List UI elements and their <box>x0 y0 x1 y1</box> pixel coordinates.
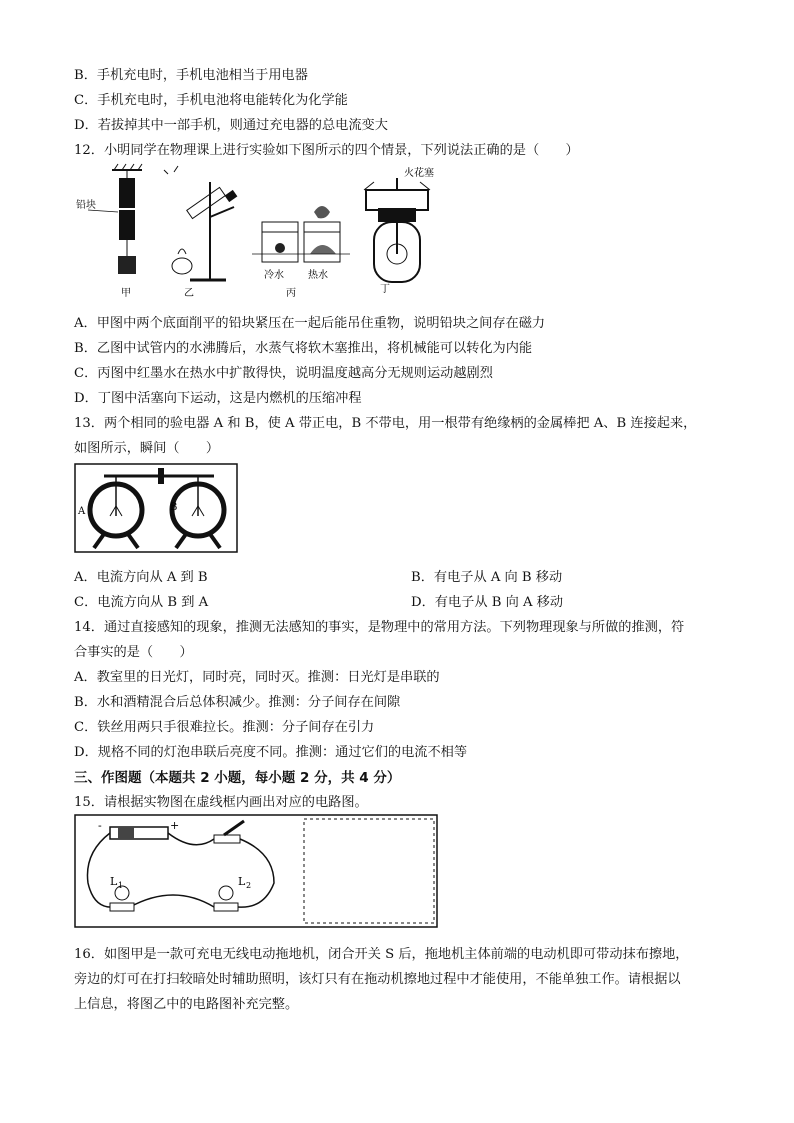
q12-figure <box>74 162 474 302</box>
lead-blocks-illustration <box>88 164 142 274</box>
q15-figure <box>74 813 440 931</box>
q14-option-a: A．教室里的日光灯，同时亮，同时灭。推测：日光灯是串联的 <box>74 670 440 685</box>
q16-line3: 上信息，将图乙中的电路图补充完整。 <box>74 997 299 1012</box>
switch-illustration <box>214 835 240 843</box>
q12-option-b: B．乙图中试管内的水沸腾后，水蒸气将软木塞推出，将机械能可以转化为内能 <box>74 341 533 356</box>
q13-stem-line1: 13．两个相同的验电器 A 和 B，使 A 带正电，B 不带电，用一根带有绝缘柄的金属棒把 A、B 连接起来， <box>74 416 697 431</box>
q13-figure <box>74 458 240 554</box>
label-ding: 丁 <box>380 284 390 295</box>
q12-stem: 12．小明同学在物理课上进行实验如下图所示的四个情景，下列说法正确的是（ ） <box>74 143 579 158</box>
q12-option-d: D．丁图中活塞向下运动，这是内燃机的压缩冲程 <box>74 391 362 406</box>
label-electroscope-a: A <box>78 506 86 517</box>
label-battery-minus: - <box>98 819 102 832</box>
q13-option-c: C．电流方向从 B 到 A <box>74 595 209 610</box>
q14-option-b: B．水和酒精混合后总体积减少。推测：分子间存在间隙 <box>74 695 401 710</box>
q14-option-c: C．铁丝用两只手很难拉长。推测：分子间存在引力 <box>74 720 375 735</box>
q12-option-c: C．丙图中红墨水在热水中扩散得快，说明温度越高分无规则运动越剧烈 <box>74 366 493 381</box>
label-yi: 乙 <box>184 288 194 299</box>
engine-cylinder-illustration <box>364 178 430 282</box>
label-jia: 甲 <box>121 288 131 299</box>
q16-line1: 16．如图甲是一款可充电无线电动拖地机，闭合开关 S 后，拖地机主体前端的电动机即可带动抹布擦地， <box>74 947 689 962</box>
q11-option-d: D．若拔掉其中一部手机，则通过充电器的总电流变大 <box>74 118 388 133</box>
q14-stem-line2: 合事实的是（ ） <box>74 645 193 660</box>
q14-stem-line1: 14．通过直接感知的现象，推测无法感知的事实，是物理中的常用方法。下列物理现象与所做的推测，符 <box>74 620 685 635</box>
q11-option-c: C．手机充电时，手机电池将电能转化为化学能 <box>74 93 348 108</box>
q13-option-d: D．有电子从 B 向 A 移动 <box>411 595 564 610</box>
beakers-illustration <box>252 206 350 262</box>
bulb-l2-illustration <box>214 886 238 911</box>
q14-option-d: D．规格不同的灯泡串联后亮度不同。推测：通过它们的电流不相等 <box>74 745 468 760</box>
label-spark-plug: 火花塞 <box>404 168 434 179</box>
label-cold: 冷水 <box>264 270 284 281</box>
q13-option-b: B．有电子从 A 向 B 移动 <box>411 570 563 585</box>
answer-dashed-box <box>304 819 434 923</box>
label-lead: 铅块 <box>76 200 96 211</box>
q15-stem: 15．请根据实物图在虚线框内画出对应的电路图。 <box>74 795 368 810</box>
q12-option-a: A．甲图中两个底面削平的铅块紧压在一起后能吊住重物，说明铅块之间存在磁力 <box>74 316 546 331</box>
label-electroscope-b: B <box>170 502 178 513</box>
label-hot: 热水 <box>308 270 328 281</box>
q13-stem-line2: 如图所示，瞬间（ ） <box>74 441 220 456</box>
q16-line2: 旁边的灯可在打扫较暗处时辅助照明，该灯只有在拖动机擦地过程中才能使用，不能单独工作。请根据以 <box>74 972 681 987</box>
label-l2: L <box>238 875 246 888</box>
label-bing: 丙 <box>286 288 296 299</box>
label-l1: L <box>110 875 118 888</box>
label-l1-subscript: 1 <box>118 881 124 890</box>
q11-option-b: B．手机充电时，手机电池相当于用电器 <box>74 68 308 83</box>
q13-option-a: A．电流方向从 A 到 B <box>74 570 208 585</box>
label-l2-subscript: 2 <box>246 881 252 890</box>
label-battery-plus: + <box>170 819 180 832</box>
test-tube-illustration <box>164 166 237 280</box>
section-heading: 三、作图题（本题共 2 小题，每小题 2 分，共 4 分） <box>74 770 401 786</box>
